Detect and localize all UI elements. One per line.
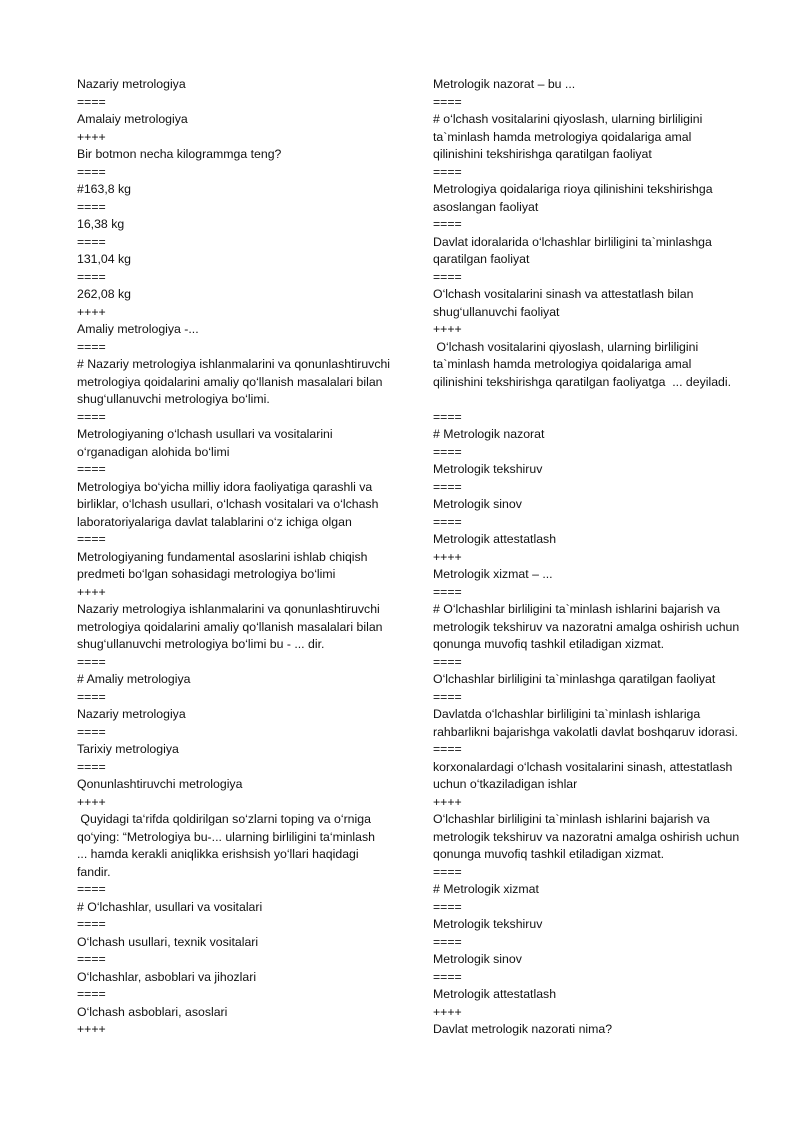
separator-marker: ==== [77,654,106,669]
text-line: asoslangan faoliyat [433,199,539,214]
text-line: Amalaiy metrologiya [77,112,188,126]
text-line: Metrologik attestatlash [433,532,557,546]
correct-answer-line: # Metrologik xizmat [433,882,539,896]
separator-marker: ++++ [77,584,106,599]
separator-marker: ==== [77,532,106,546]
separator-marker: ==== [77,917,106,931]
separator-marker: ==== [433,654,462,669]
text-line: O‘lchash vositalarini qiyoslash, ularning birliligini [433,339,699,354]
separator-marker: ==== [77,164,106,179]
text-line: 16,38 kg [77,217,125,231]
separator-marker: ++++ [433,322,462,336]
text-line: fandir. [77,864,111,879]
text-line: metrologiya qoidalarini amaliy qo‘llanish masalalari bilan [77,374,383,389]
separator-marker: ==== [433,864,462,879]
separator-marker: ==== [433,934,462,949]
text-line: laboratoriyalariga davlat talablarini o‘z ichiga olgan [77,514,352,529]
separator-marker: ==== [77,199,106,214]
separator-marker: ++++ [77,1022,106,1036]
separator-marker: ==== [77,234,106,249]
correct-answer-line: # Nazariy metrologiya ishlanmalarini va qonunlashtiruvchi [77,357,391,371]
text-line: 131,04 kg [77,252,132,266]
text-line: qonunga muvofiq tashkil etiladigan xizmat. [433,637,665,651]
text-line: Qonunlashtiruvchi metrologiya [77,777,243,791]
separator-marker: ==== [77,269,106,284]
text-line: predmeti bo‘lgan sohasidagi metrologiya bo‘limi [77,567,336,581]
separator-marker: ==== [433,409,462,424]
separator-marker: ==== [77,882,106,896]
text-line: Metrologik attestatlash [433,987,557,1001]
text-line: rahbarlikni bajarishga vakolatli davlat boshqaruv idorasi. [433,724,738,739]
correct-answer-line: # Amaliy metrologiya [77,672,191,686]
text-line: metrologiya qoidalarini amaliy qo‘llanish masalalari bilan [77,619,383,634]
text-line: korxonalardagi o‘lchash vositalarini sinash, attestatlash [433,759,733,774]
separator-marker: ==== [433,689,462,704]
separator-marker: ==== [433,94,462,109]
separator-marker: ==== [77,759,106,774]
text-line: Metrologiyaning o‘lchash usullari va vositalarini [77,427,333,441]
text-line: Metrologik tekshiruv [433,917,543,931]
text-line: O‘lchashlar birliligini ta`minlash ishlarini bajarish va [433,812,710,826]
correct-answer-line: # o‘lchash vositalarini qiyoslash, ularning birliligini [433,112,703,126]
text-line: Amaliy metrologiya -... [77,322,199,336]
correct-answer-line: # O‘lchashlar, usullari va vositalari [77,899,263,914]
text-line: Tarixiy metrologiya [77,742,179,756]
separator-marker: ==== [77,689,106,704]
separator-marker: ++++ [433,1004,462,1019]
text-line: O‘lchash vositalarini sinash va attestatlash bilan [433,287,694,301]
separator-marker: ++++ [77,304,106,319]
text-line: o‘rganadigan alohida bo‘limi [77,444,230,459]
text-line: metrologik tekshiruv va nazoratni amalga oshirish uchun [433,619,740,634]
text-line: qonunga muvofiq tashkil etiladigan xizmat. [433,847,665,861]
text-line: O‘lchash usullari, texnik vositalari [77,934,259,949]
separator-marker: ==== [433,899,462,914]
separator-marker: ==== [77,724,106,739]
separator-marker: ++++ [433,794,462,809]
text-line: Bir botmon necha kilogrammga teng? [77,147,282,161]
text-line: Metrologik tekshiruv [433,462,543,476]
separator-marker: ==== [77,952,106,966]
text-line: O‘lchashlar, asboblari va jihozlari [77,969,257,984]
text-line: O‘lchashlar birliligini ta`minlashga qaratilgan faoliyat [433,672,716,686]
text-line: Metrologiya bo‘yicha milliy idora faoliyatiga qarashli va [77,479,373,494]
text-line: Davlat idoralarida o‘lchashlar birliligini ta`minlashga [433,234,712,249]
separator-marker: ==== [77,339,106,354]
text-line: ta`minlash hamda metrologiya qoidalariga amal [433,129,692,144]
left-text-column [77,76,397,1039]
separator-marker: ==== [77,987,106,1001]
correct-answer-line: # O‘lchashlar birliligini ta`minlash ishlarini bajarish va [433,602,721,616]
right-text-column [433,76,753,1039]
correct-answer-line: #163,8 kg [77,182,132,196]
text-line: qaratilgan faoliyat [433,252,530,266]
separator-marker: ==== [433,584,462,599]
text-line: Nazariy metrologiya [77,707,186,721]
separator-marker: ==== [433,269,462,284]
text-line: ... hamda kerakli aniqlikka erishsish yo‘llari haqidagi [77,847,359,861]
separator-marker: ==== [433,444,462,459]
text-line: shug‘ullanuvchi metrologiya bo‘limi bu - ... dir. [77,637,325,651]
separator-marker: ==== [433,217,462,231]
text-line: Davlat metrologik nazorati nima? [433,1022,613,1036]
text-line: shug‘ullanuvchi metrologiya bo‘limi. [77,392,270,406]
text-line: Metrologiyaning fundamental asoslarini ishlab chiqish [77,549,368,564]
separator-marker: ==== [433,742,462,756]
text-line: Davlatda o‘lchashlar birliligini ta`minlash ishlariga [433,707,701,721]
text-line: 262,08 kg [77,287,132,301]
separator-marker: ++++ [77,129,106,144]
text-line: qo‘ying: “Metrologiya bu-... ularning birliligini ta‘minlash [77,829,375,844]
text-line: qilinishini tekshirishga qaratilgan faoliyatga ... deyiladi. [433,374,732,389]
text-line: shug‘ullanuvchi faoliyat [433,304,560,319]
separator-marker: ++++ [77,794,106,809]
text-line: birliklar, o‘lchash usullari, o‘lchash vositalari va o‘lchash [77,497,379,511]
text-line: Metrologik sinov [433,497,522,511]
text-line: qilinishini tekshirishga qaratilgan faoliyat [433,147,652,161]
correct-answer-line: # Metrologik nazorat [433,427,545,441]
separator-marker: ==== [433,164,462,179]
blank-line [433,391,753,409]
text-line: Metrologik sinov [433,952,522,966]
text-line: O‘lchash asboblari, asoslari [77,1004,228,1019]
separator-marker: ==== [433,969,462,984]
text-line: Metrologik nazorat – bu ... [433,77,576,91]
text-line: metrologik tekshiruv va nazoratni amalga oshirish uchun [433,829,740,844]
separator-marker: ==== [77,409,106,424]
separator-marker: ==== [77,94,106,109]
separator-marker: ==== [433,514,462,529]
separator-marker: ==== [433,479,462,494]
text-line: uchun o‘tkaziladigan ishlar [433,777,578,791]
text-line: Metrologik xizmat – ... [433,567,553,581]
text-line: Nazariy metrologiya ishlanmalarini va qonunlashtiruvchi [77,602,380,616]
text-line: Quyidagi ta‘rifda qoldirilgan so‘zlarni toping va o‘rniga [77,812,371,826]
text-line: Nazariy metrologiya [77,77,186,91]
separator-marker: ++++ [433,549,462,564]
text-line: ta`minlash hamda metrologiya qoidalariga amal [433,357,692,371]
text-line: Metrologiya qoidalariga rioya qilinishini tekshirishga [433,182,713,196]
separator-marker: ==== [77,462,106,476]
